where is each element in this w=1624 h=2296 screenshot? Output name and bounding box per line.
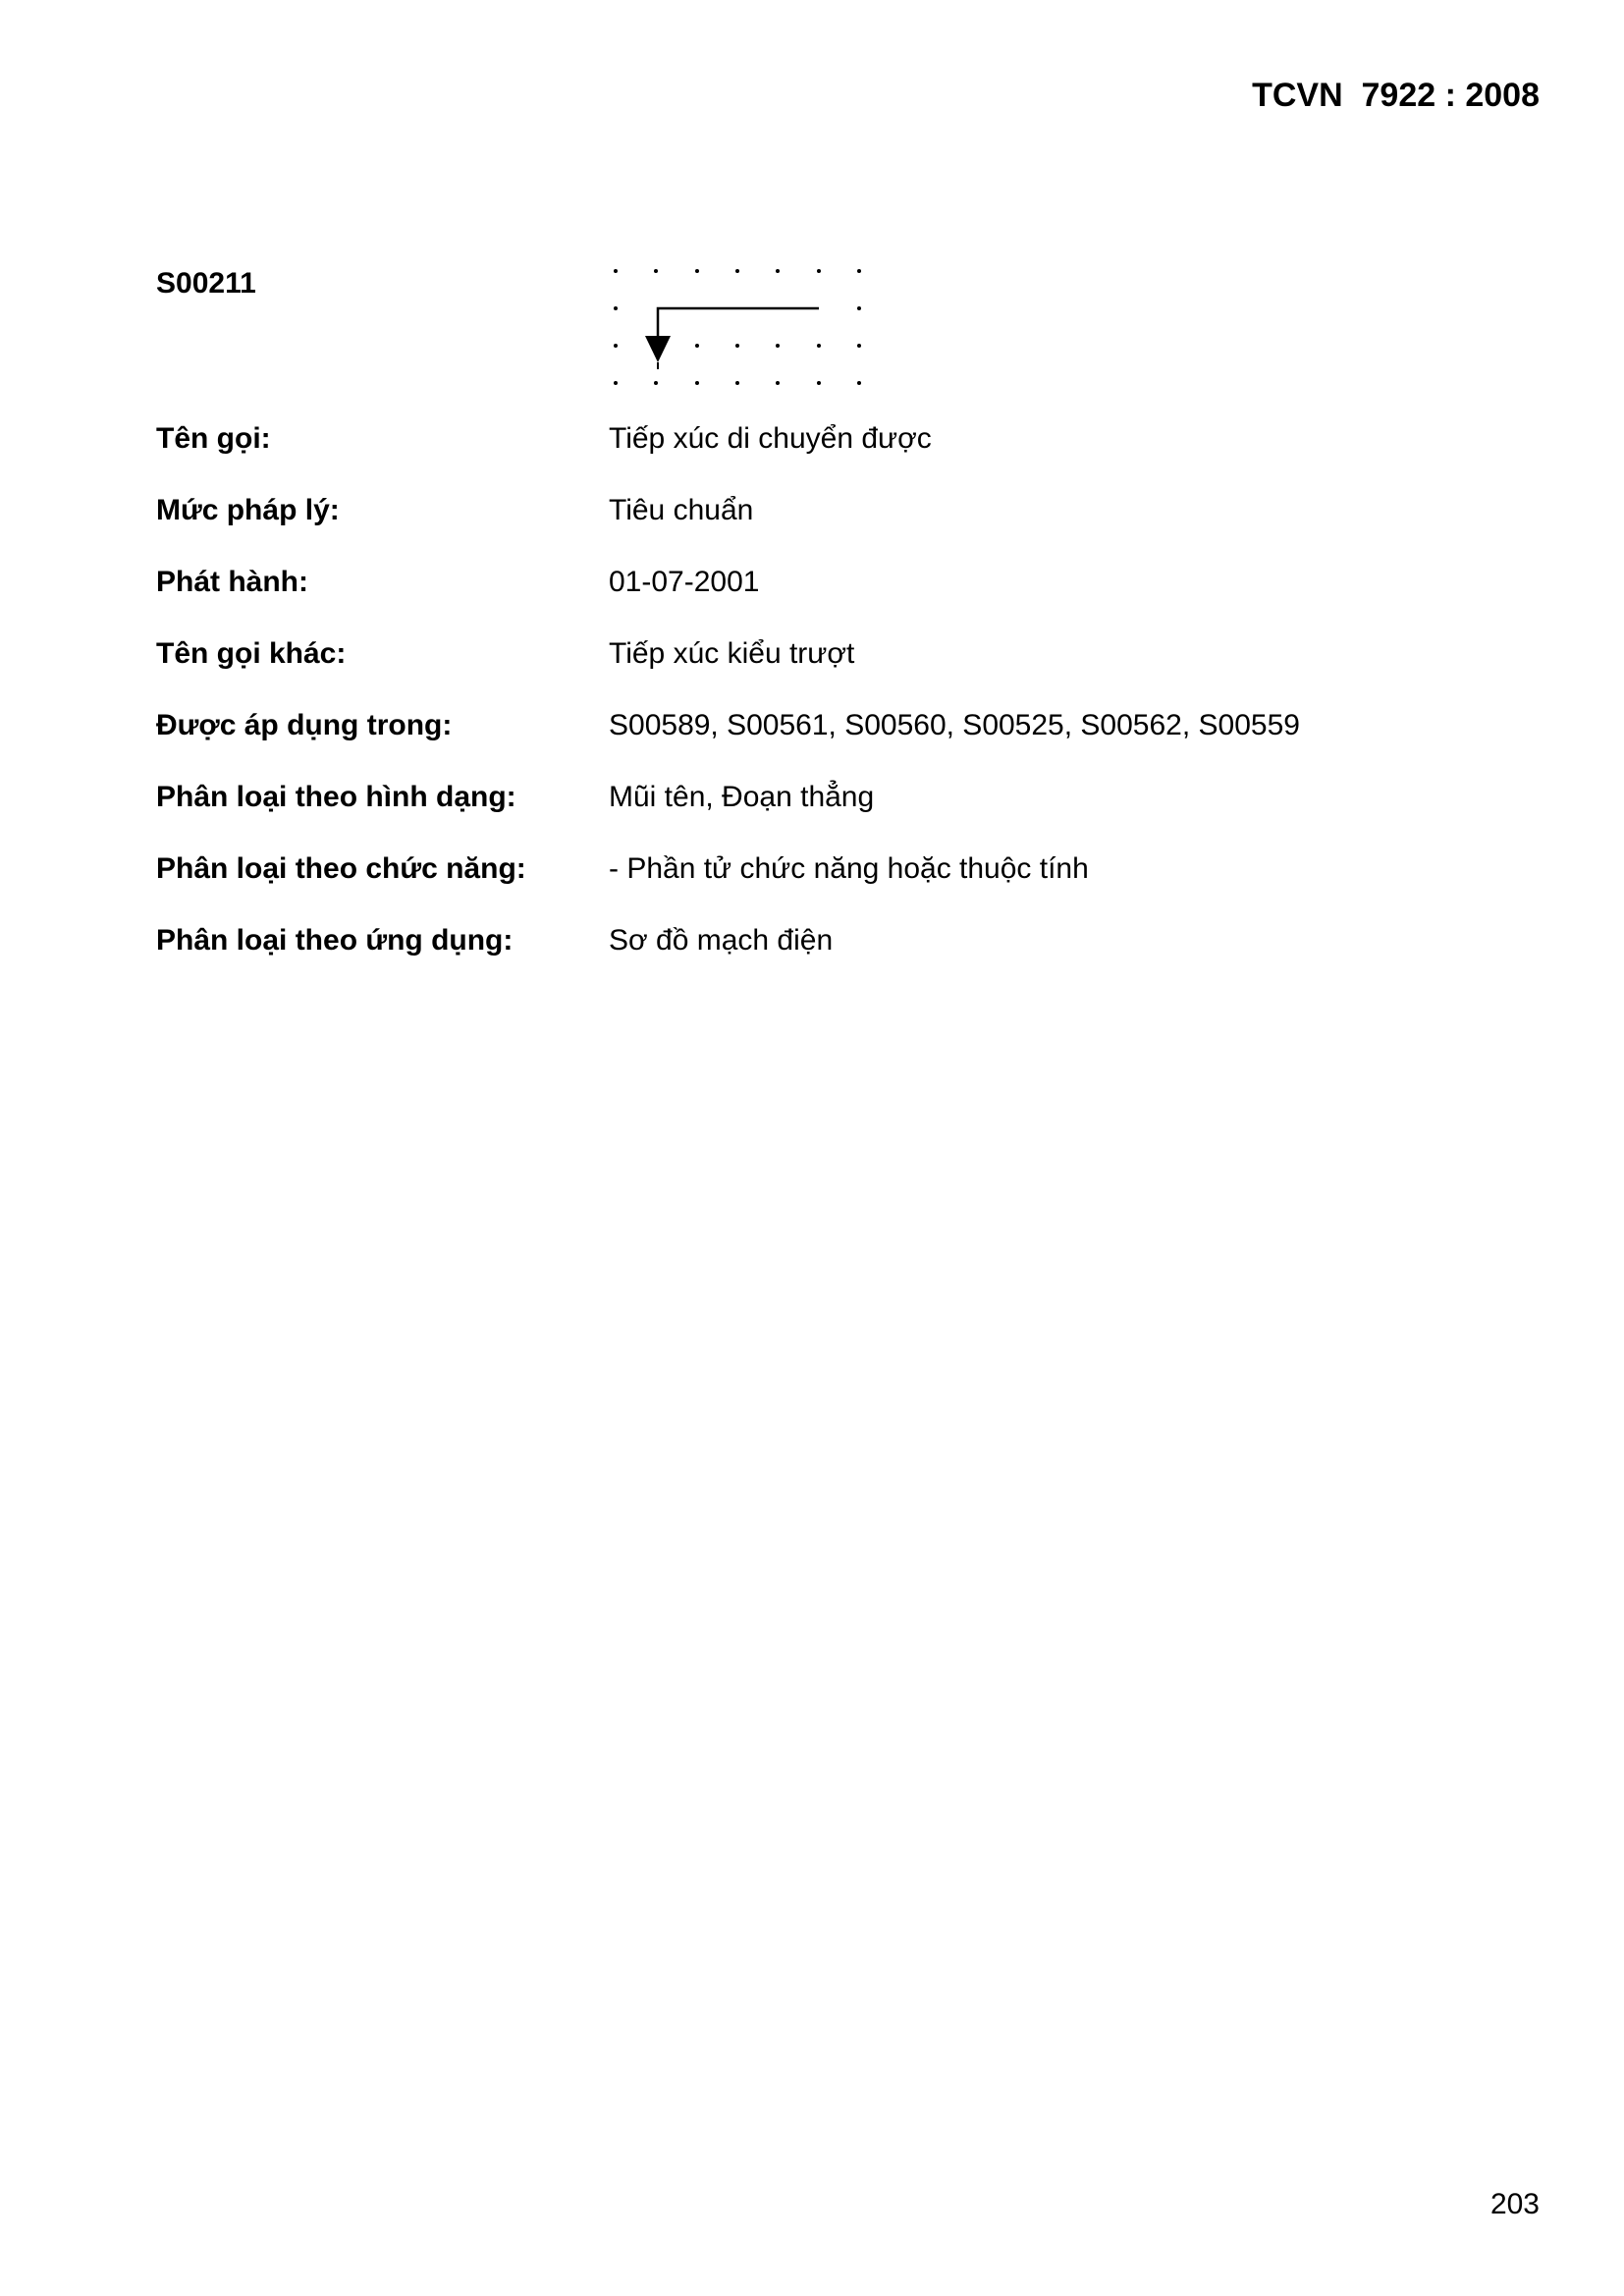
field-row-shape-class: [156, 781, 1531, 852]
field-row-application-class: [156, 924, 1531, 996]
symbol-code: S00211: [156, 267, 256, 300]
field-row-applied-in: [156, 709, 1531, 781]
field-row-function-class: [156, 852, 1531, 924]
field-label: Phân loại theo chức năng:: [156, 852, 526, 885]
field-row-name: [156, 422, 1531, 494]
field-label: Phát hành:: [156, 566, 308, 598]
field-value: - Phần tử chức năng hoặc thuộc tính: [609, 852, 1089, 885]
contact-line: [658, 308, 819, 359]
field-row-legal-level: [156, 494, 1531, 566]
symbol-properties: [156, 422, 1531, 996]
field-value: Mũi tên, Đoạn thẳng: [609, 781, 875, 813]
field-label: Phân loại theo hình dạng:: [156, 781, 516, 813]
field-value: Tiêu chuẩn: [609, 494, 754, 526]
standard-header: TCVN 7922 : 2008: [1252, 77, 1540, 114]
arrow-head: [645, 336, 671, 362]
field-value: Sơ đồ mạch điện: [609, 924, 834, 957]
field-value: Tiếp xúc di chuyển được: [609, 422, 932, 455]
field-value: 01-07-2001: [609, 566, 760, 598]
page-number: 203: [1489, 2188, 1540, 2220]
sliding-contact-symbol-icon: [601, 253, 886, 391]
field-label: Được áp dụng trong:: [156, 709, 453, 741]
grid-dots: [614, 269, 861, 385]
field-row-other-name: [156, 637, 1531, 709]
field-label: Tên gọi:: [156, 422, 271, 455]
field-label: Phân loại theo ứng dụng:: [156, 924, 514, 957]
field-row-release: [156, 566, 1531, 637]
field-value: S00589, S00561, S00560, S00525, S00562, S00559: [609, 709, 1300, 741]
field-value: Tiếp xúc kiểu trượt: [609, 637, 855, 670]
field-label: Mức pháp lý:: [156, 494, 340, 526]
field-label: Tên gọi khác:: [156, 637, 347, 670]
